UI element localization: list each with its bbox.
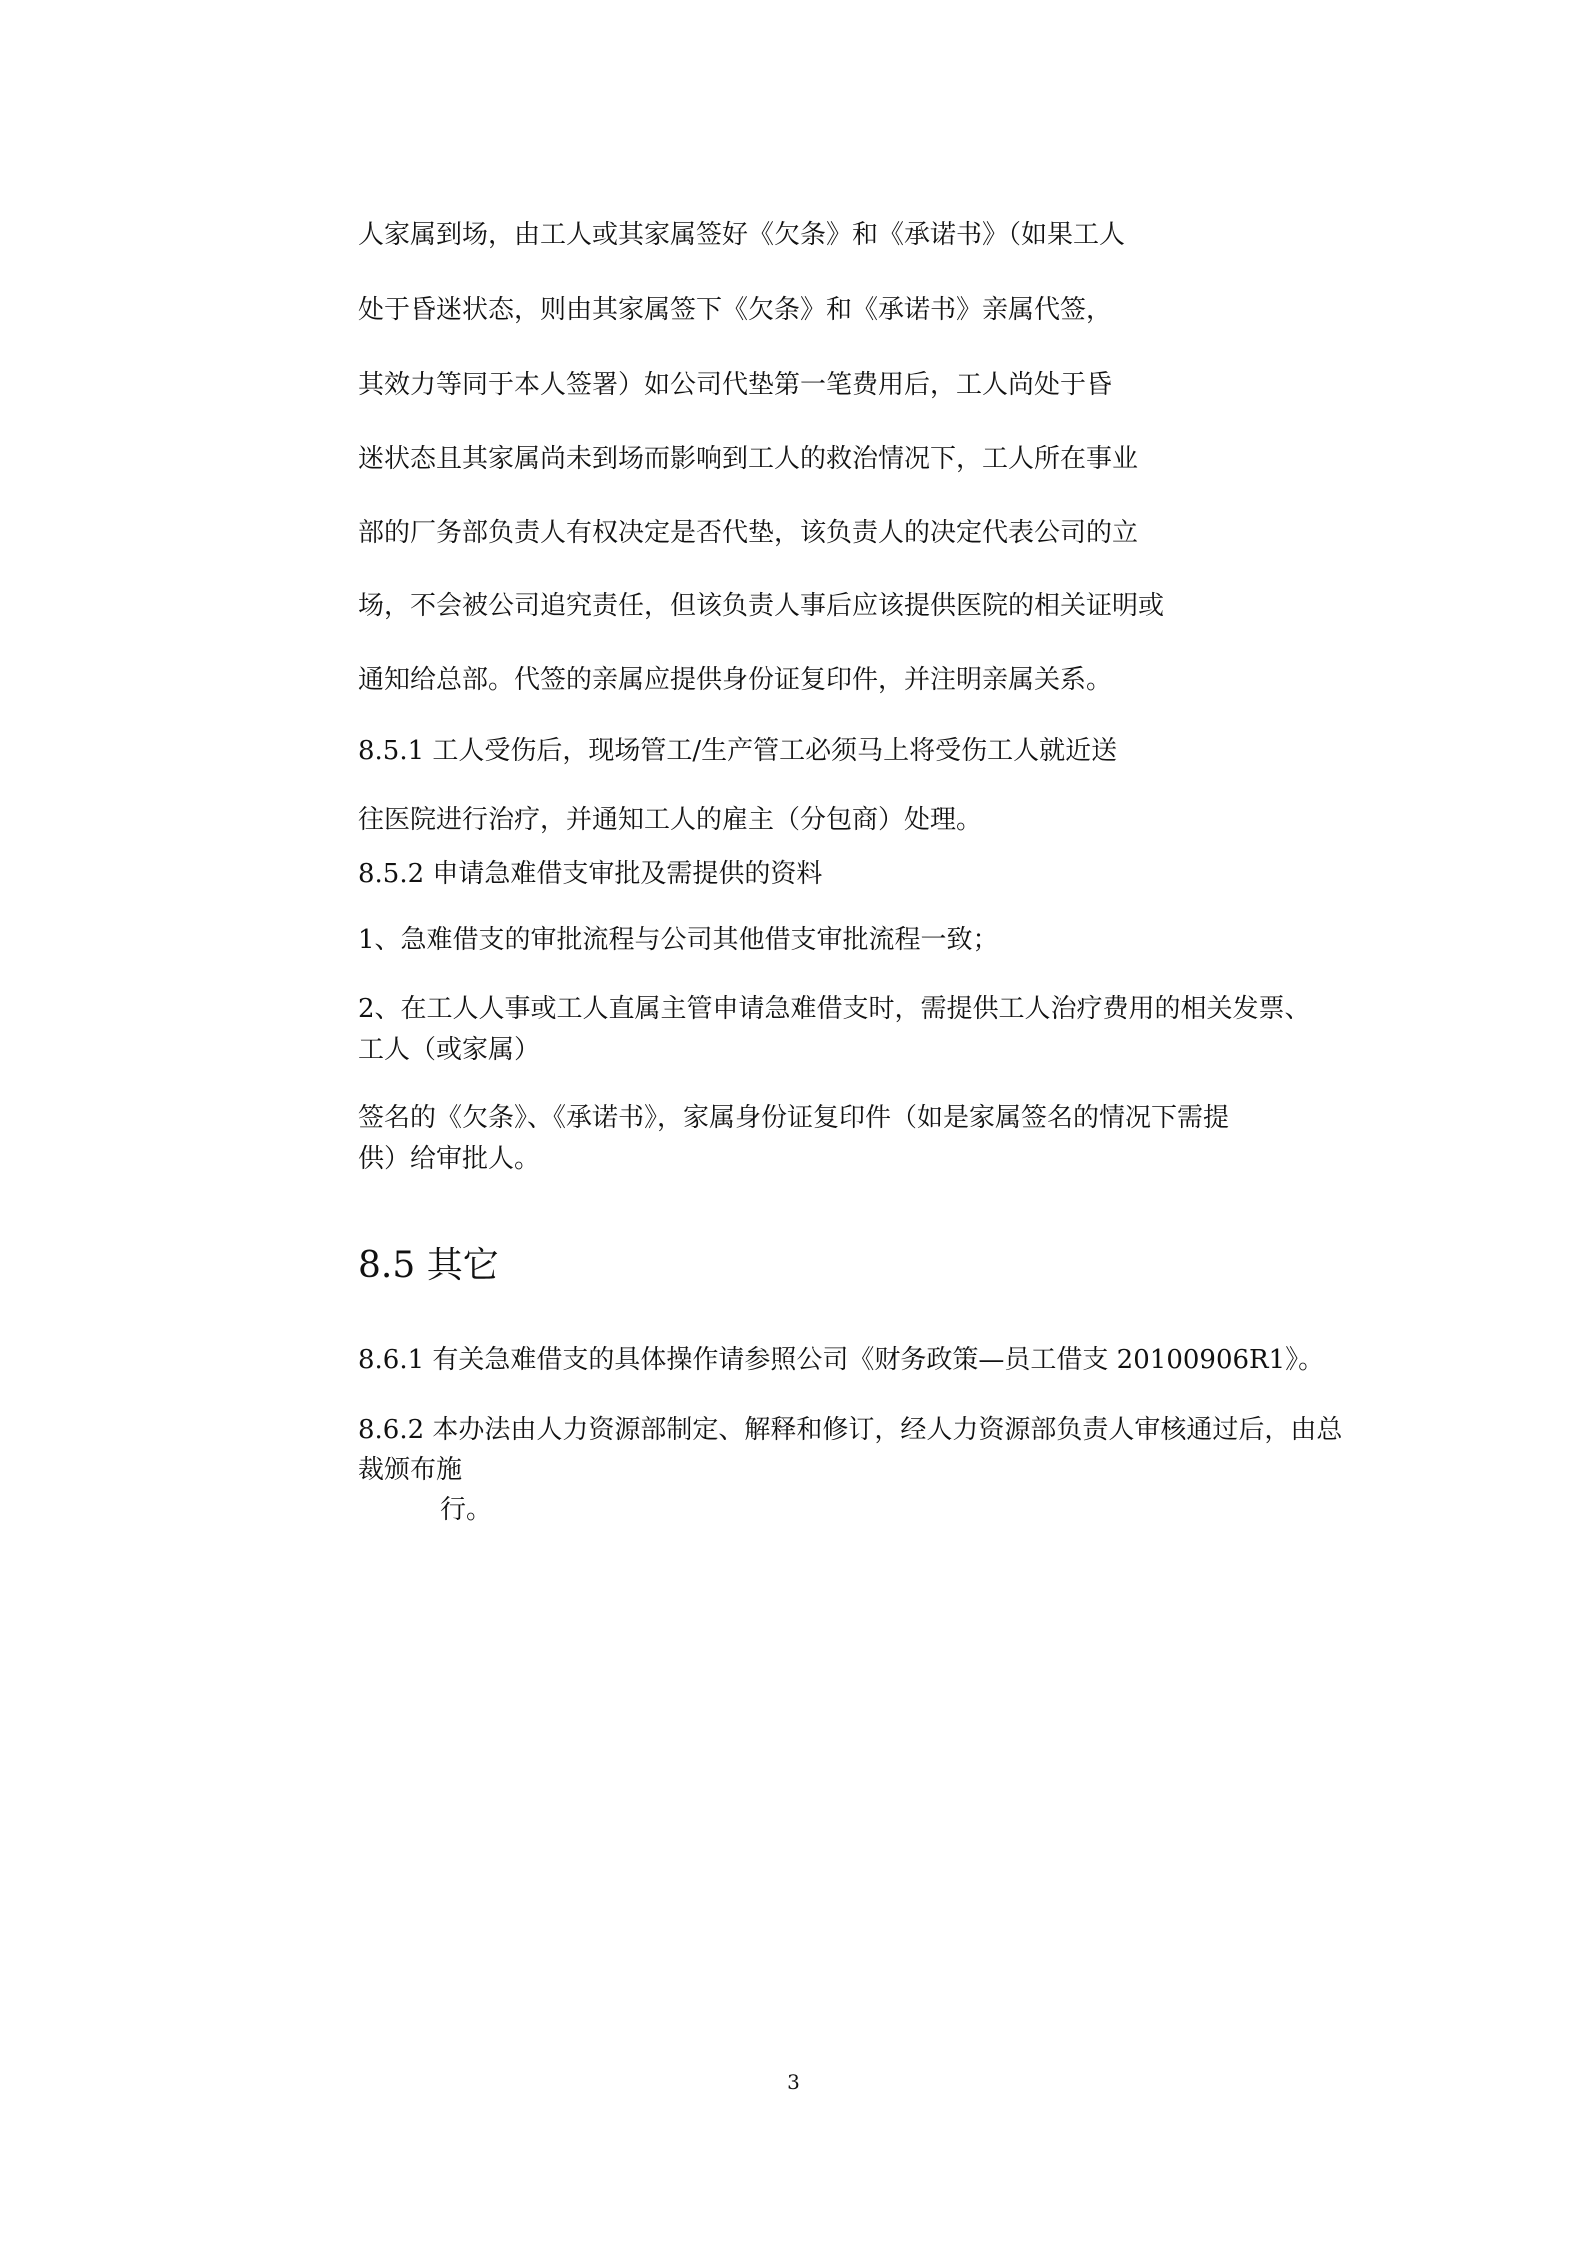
item-number: 8.6.2 — [358, 1415, 425, 1445]
section-item — [358, 1410, 1368, 1530]
body-line: 签名的《欠条》、《承诺书》，家属身份证复印件（如是家属签名的情况下需提 — [358, 1103, 1230, 1133]
body-line: 其效力等同于本人签署）如公司代垫第一笔费用后，工人尚处于昏 — [358, 370, 1113, 400]
body-line: 通知给总部。代签的亲属应提供身份证复印件，并注明亲属关系。 — [358, 665, 1113, 695]
page-number: 3 — [787, 2070, 800, 2094]
body-line: 处于昏迷状态，则由其家属签下《欠条》和《承诺书》亲属代签， — [358, 295, 1113, 325]
list-item: 2、在工人人事或工人直属主管申请急难借支时，需提供工人治疗费用的相关发票、 — [358, 994, 1311, 1024]
body-line: 往医院进行治疗，并通知工人的雇主（分包商）处理。 — [358, 805, 983, 835]
body-line: 供）给审批人。 — [358, 1144, 541, 1174]
body-line: 人家属到场，由工人或其家属签好《欠条》和《承诺书》（如果工人 — [358, 220, 1126, 250]
list-item: 1、急难借支的审批流程与公司其他借支审批流程一致； — [358, 925, 999, 955]
subsection-title: 8.5.2 申请急难借支审批及需提供的资料 — [358, 859, 823, 889]
item-number: 8.6.1 — [358, 1345, 425, 1375]
body-line: 8.5.1 工人受伤后，现场管工/生产管工必须马上将受伤工人就近送 — [358, 736, 1118, 766]
item-text: 本办法由人力资源部制定、解释和修订，经人力资源部负责人审核通过后，由总裁颁布施 — [358, 1415, 1343, 1485]
section-heading: 8.5 其它 — [358, 1245, 499, 1286]
list-item-continued: 工人（或家属） — [358, 1035, 541, 1065]
item-text: 有关急难借支的具体操作请参照公司《财务政策—员工借支 20100906R1》。 — [432, 1345, 1325, 1375]
body-line: 场，不会被公司追究责任，但该负责人事后应该提供医院的相关证明或 — [358, 591, 1165, 621]
body-line: 迷状态且其家属尚未到场而影响到工人的救治情况下，工人所在事业 — [358, 444, 1139, 474]
item-text-continued: 行。 — [440, 1495, 493, 1525]
section-item — [358, 1343, 1324, 1377]
body-line: 部的厂务部负责人有权决定是否代垫，该负责人的决定代表公司的立 — [358, 518, 1139, 548]
